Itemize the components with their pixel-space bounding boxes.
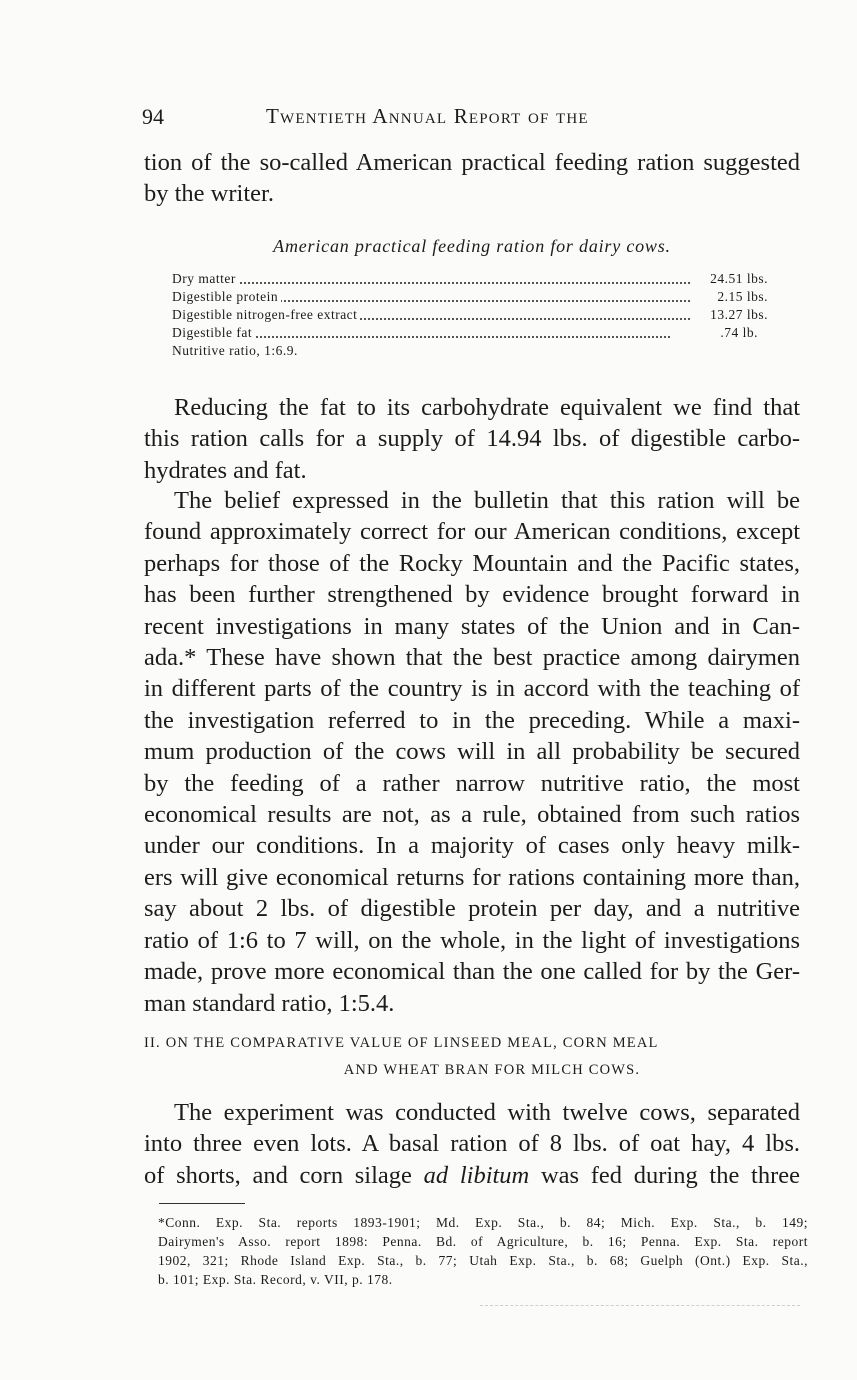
text-line: mum production of the cows will in all probability be secured bbox=[144, 738, 800, 766]
page-bottom-marks bbox=[480, 1305, 800, 1306]
page-number: 94 bbox=[142, 104, 164, 129]
text-line: recent investigations in many states of the Union and in Can- bbox=[144, 612, 800, 640]
running-head: Twentieth Annual Report of the bbox=[266, 104, 589, 128]
section-heading-line: II. ON THE COMPARATIVE VALUE OF LINSEED MEAL, CORN MEAL bbox=[144, 1035, 659, 1051]
text-line: The belief expressed in the bulletin that this ration will be bbox=[174, 487, 800, 514]
row-value: .74 lb. bbox=[672, 324, 768, 342]
text-line: tion of the so-called American practical feeding ration suggested bbox=[144, 149, 800, 176]
section-heading bbox=[144, 1030, 800, 1084]
text-line bbox=[144, 1160, 800, 1191]
text-line: made, prove more economical than the one called for by the Ger- bbox=[144, 958, 800, 986]
text-line: ratio of 1:6 to 7 will, on the whole, in the light of investigations bbox=[144, 926, 800, 954]
text-line: has been further strengthened by evidence brought forward in bbox=[144, 581, 800, 609]
text-line: the investigation referred to in the preceding. While a maxi- bbox=[144, 706, 800, 734]
table-row bbox=[172, 306, 768, 324]
text-line: found approximately correct for our American conditions, except bbox=[144, 518, 800, 546]
leader-dots bbox=[172, 282, 690, 284]
text-line: ada.* These have shown that the best practice among dairymen bbox=[144, 644, 800, 672]
footnote-line: Dairymen's Asso. report 1898: Penna. Bd. of Agriculture, b. 16; Penna. Exp. Sta. report bbox=[158, 1234, 808, 1249]
text-line: man standard ratio, 1:5.4. bbox=[144, 989, 395, 1017]
text-line: into three even lots. A basal ration of 8 lbs. of oat hay, 4 lbs. bbox=[144, 1130, 800, 1158]
table-row bbox=[172, 288, 768, 306]
footnote-divider bbox=[159, 1203, 245, 1204]
paragraph bbox=[144, 1097, 800, 1191]
text-line: perhaps for those of the Rocky Mountain and the Pacific states, bbox=[144, 549, 800, 577]
row-label: Digestible protein bbox=[172, 289, 281, 304]
footnote-line: b. 101; Exp. Sta. Record, v. VII, p. 178. bbox=[158, 1272, 393, 1287]
text-line: economical results are not, as a rule, obtained from such ratios bbox=[144, 801, 800, 829]
text-line: ers will give economical returns for rations containing more than, bbox=[144, 863, 800, 891]
row-label: Dry matter bbox=[172, 271, 239, 286]
footnote bbox=[158, 1213, 808, 1289]
footnote-line: *Conn. Exp. Sta. reports 1893-1901; Md. Exp. Sta., b. 84; Mich. Exp. Sta., b. 149; bbox=[158, 1215, 808, 1230]
section-heading-line: AND WHEAT BRAN FOR MILCH COWS. bbox=[343, 1062, 641, 1078]
row-value: 13.27 lbs. bbox=[692, 306, 768, 324]
intro-paragraph bbox=[144, 147, 800, 210]
text-run: was fed during the three bbox=[529, 1161, 800, 1189]
text-line: The experiment was conducted with twelve cows, separated bbox=[174, 1099, 800, 1126]
text-line: Reducing the fat to its carbohydrate equivalent we find that bbox=[174, 394, 800, 421]
text-line: this ration calls for a supply of 14.94 lbs. of digestible carbo- bbox=[144, 425, 800, 453]
table-row bbox=[172, 324, 768, 342]
table-row bbox=[172, 270, 768, 288]
text-line: in different parts of the country is in accord with the teaching of bbox=[144, 675, 800, 703]
text-line: under our conditions. In a majority of cases only heavy milk- bbox=[144, 832, 800, 860]
table-row bbox=[172, 342, 768, 360]
table-title: American practical feeding ration for dairy cows. bbox=[273, 236, 671, 256]
text-run: of shorts, and corn silage bbox=[144, 1161, 424, 1189]
paragraph bbox=[144, 485, 800, 1019]
paragraph bbox=[144, 392, 800, 486]
text-line: hydrates and fat. bbox=[144, 456, 307, 484]
row-value: 2.15 lbs. bbox=[692, 288, 768, 306]
page-header bbox=[142, 104, 802, 138]
row-value: 24.51 lbs. bbox=[692, 270, 768, 288]
text-line: say about 2 lbs. of digestible protein per day, and a nutritive bbox=[144, 895, 800, 923]
text-line: by the writer. bbox=[144, 180, 274, 208]
footnote-line: 1902, 321; Rhode Island Exp. Sta., b. 77; Utah Exp. Sta., b. 68; Guelph (Ont.) Exp. Sta., bbox=[158, 1253, 808, 1268]
nutritive-ratio: Nutritive ratio, 1:6.9. bbox=[172, 343, 301, 358]
row-label: Digestible fat bbox=[172, 325, 255, 340]
italic-phrase: ad libitum bbox=[423, 1161, 530, 1189]
text-line: by the feeding of a rather narrow nutritive ratio, the most bbox=[144, 769, 800, 797]
row-label: Digestible nitrogen-free extract bbox=[172, 307, 360, 322]
ration-table bbox=[172, 270, 768, 360]
